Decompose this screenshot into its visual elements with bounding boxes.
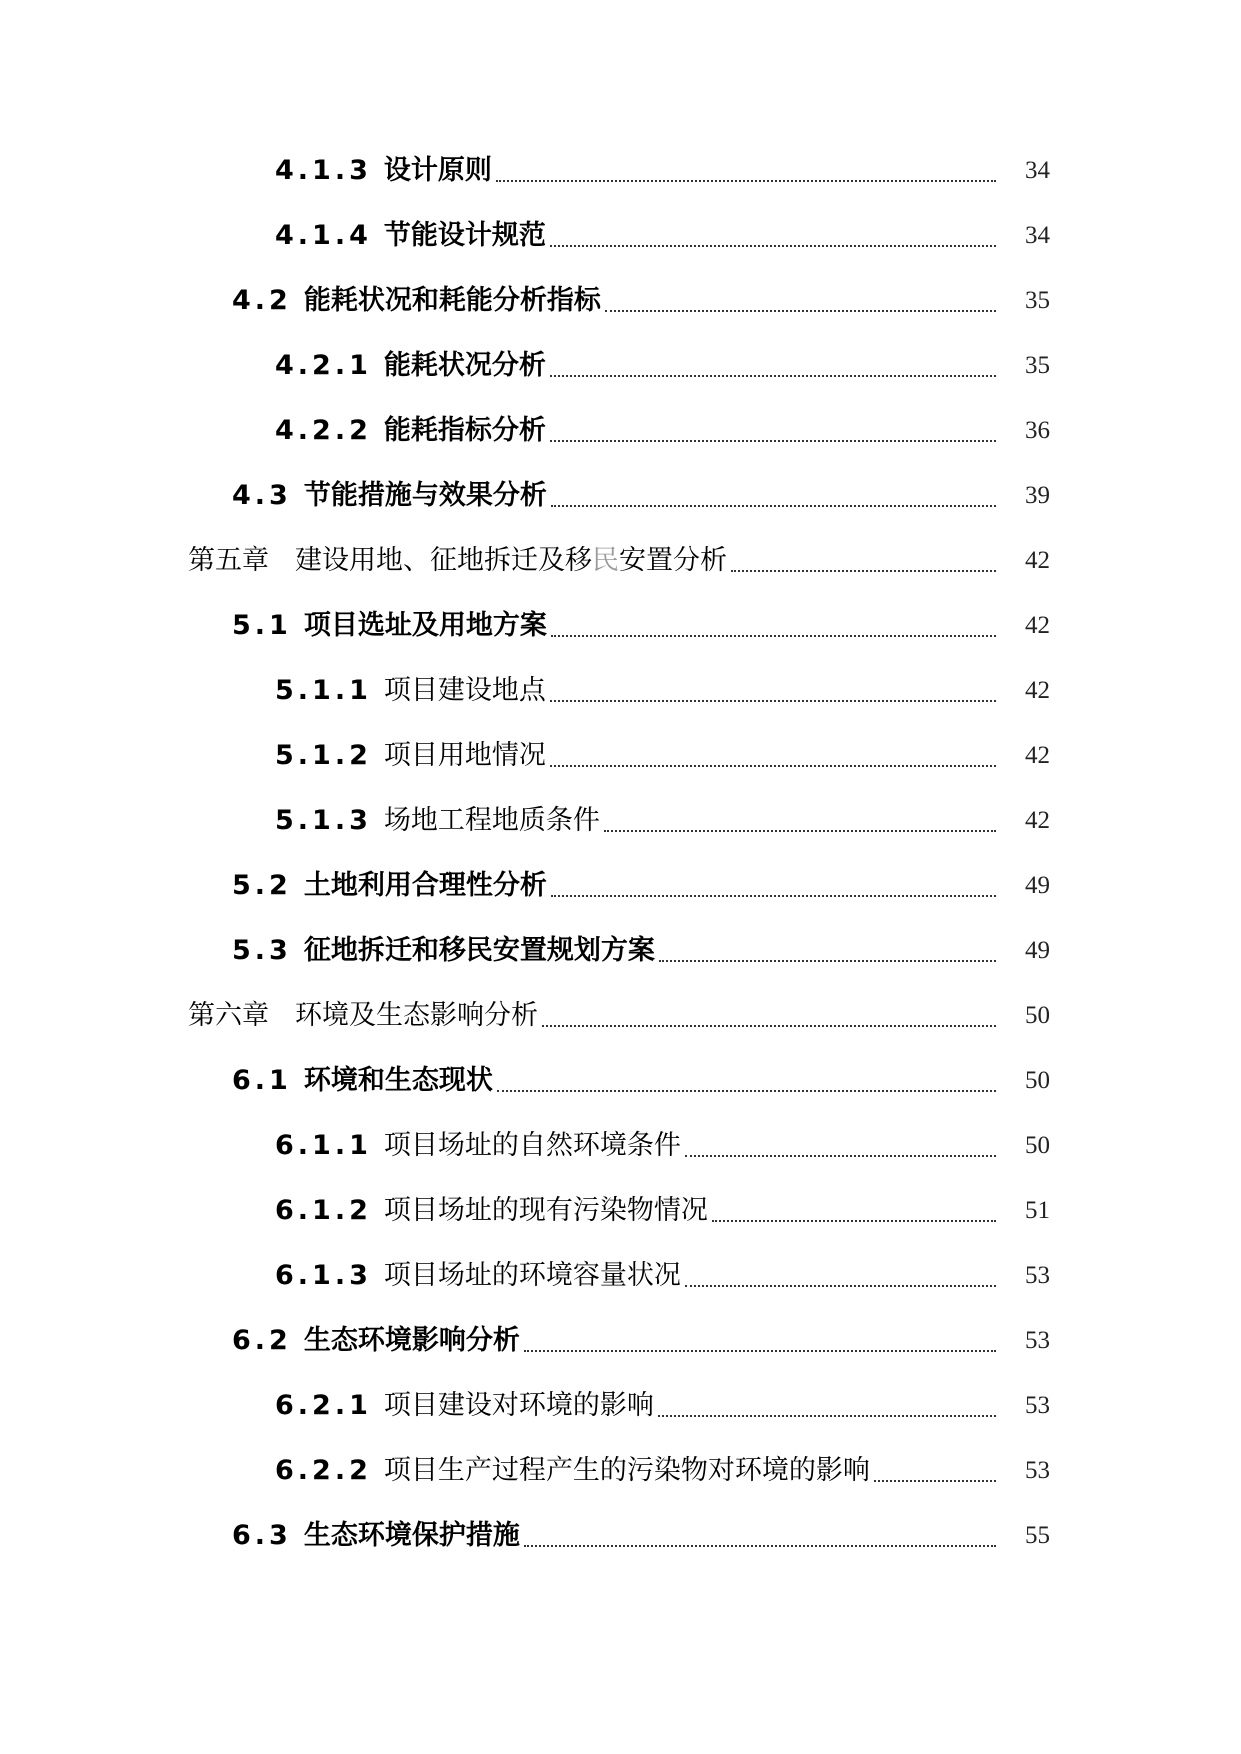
toc-number: 5.1.3 <box>275 805 372 836</box>
toc-title-faded-char: 民 <box>592 545 619 576</box>
dot-leader <box>551 869 996 897</box>
dot-leader <box>550 414 996 442</box>
toc-title: 生态环境影响分析 <box>303 1325 520 1356</box>
toc-page-number: 34 <box>1025 157 1050 184</box>
toc-number: 5.2 <box>232 870 292 901</box>
toc-title: 能耗状况分析 <box>383 350 546 381</box>
toc-page-number: 55 <box>1025 1522 1050 1549</box>
toc-page-number: 36 <box>1025 417 1050 444</box>
toc-entry-5-1-2[interactable] <box>0 739 1241 804</box>
dot-leader <box>659 934 996 962</box>
toc-entry-4-3[interactable] <box>0 479 1241 544</box>
toc-entry-chapter-6[interactable] <box>0 999 1241 1064</box>
table-of-contents <box>0 154 1241 1584</box>
dot-leader <box>542 999 996 1027</box>
toc-entry-6-3[interactable] <box>0 1519 1241 1584</box>
toc-number: 5.1.1 <box>275 675 372 706</box>
toc-title: 项目生产过程产生的污染物对环境的影响 <box>383 1455 870 1486</box>
toc-title-part: 安置分析 <box>619 545 727 576</box>
toc-page-number: 53 <box>1025 1327 1050 1354</box>
toc-number: 5.1.2 <box>275 740 372 771</box>
toc-title: 环境及生态影响分析 <box>295 1000 538 1031</box>
toc-title: 设计原则 <box>383 155 492 186</box>
toc-page-number: 50 <box>1025 1132 1050 1159</box>
toc-entry-6-2-2[interactable] <box>0 1454 1241 1519</box>
toc-number: 6.1.3 <box>275 1260 372 1291</box>
toc-entry-chapter-5[interactable] <box>0 544 1241 609</box>
dot-leader <box>712 1194 996 1222</box>
toc-entry-6-2[interactable] <box>0 1324 1241 1389</box>
toc-number: 5.1 <box>232 610 292 641</box>
toc-title: 土地利用合理性分析 <box>303 870 547 901</box>
dot-leader <box>605 284 996 312</box>
dot-leader <box>550 739 996 767</box>
toc-title: 项目建设对环境的影响 <box>383 1390 654 1421</box>
toc-title: 项目场址的现有污染物情况 <box>383 1195 708 1226</box>
toc-title <box>295 544 727 578</box>
toc-entry-6-1-3[interactable] <box>0 1259 1241 1324</box>
dot-leader <box>551 479 996 507</box>
toc-title: 能耗指标分析 <box>383 415 546 446</box>
dot-leader <box>496 154 996 182</box>
toc-entry-6-1[interactable] <box>0 1064 1241 1129</box>
toc-number: 6.2.1 <box>275 1390 372 1421</box>
toc-page-number: 42 <box>1025 677 1050 704</box>
toc-title: 生态环境保护措施 <box>303 1520 520 1551</box>
toc-entry-4-1-3[interactable] <box>0 154 1241 219</box>
dot-leader <box>658 1389 996 1417</box>
toc-page-number: 35 <box>1025 352 1050 379</box>
toc-entry-6-1-1[interactable] <box>0 1129 1241 1194</box>
toc-entry-4-2[interactable] <box>0 284 1241 349</box>
toc-entry-5-1-3[interactable] <box>0 804 1241 869</box>
toc-title: 项目场址的环境容量状况 <box>383 1260 681 1291</box>
dot-leader <box>524 1324 996 1352</box>
toc-page-number: 42 <box>1025 807 1050 834</box>
dot-leader <box>685 1129 996 1157</box>
toc-page-number: 35 <box>1025 287 1050 314</box>
toc-number: 6.2.2 <box>275 1455 372 1486</box>
toc-number: 4.1.4 <box>275 220 372 251</box>
toc-page-number: 49 <box>1025 872 1050 899</box>
dot-leader <box>550 674 996 702</box>
toc-entry-5-1[interactable] <box>0 609 1241 674</box>
toc-title: 能耗状况和耗能分析指标 <box>303 285 601 316</box>
dot-leader <box>497 1064 996 1092</box>
toc-number: 6.2 <box>232 1325 292 1356</box>
toc-title: 节能设计规范 <box>383 220 546 251</box>
toc-page-number: 49 <box>1025 937 1050 964</box>
toc-title: 节能措施与效果分析 <box>303 480 547 511</box>
toc-number: 4.1.3 <box>275 155 372 186</box>
toc-entry-4-2-2[interactable] <box>0 414 1241 479</box>
toc-entry-5-3[interactable] <box>0 934 1241 999</box>
toc-number: 6.1.1 <box>275 1130 372 1161</box>
toc-entry-5-2[interactable] <box>0 869 1241 934</box>
dot-leader <box>604 804 996 832</box>
toc-page-number: 53 <box>1025 1392 1050 1419</box>
toc-page-number: 39 <box>1025 482 1050 509</box>
toc-title: 场地工程地质条件 <box>383 805 600 836</box>
toc-page-number: 50 <box>1025 1002 1050 1029</box>
toc-page-number: 53 <box>1025 1262 1050 1289</box>
toc-title: 项目用地情况 <box>383 740 546 771</box>
dot-leader <box>685 1259 996 1287</box>
toc-number: 4.2.2 <box>275 415 372 446</box>
toc-page-number: 42 <box>1025 742 1050 769</box>
toc-page-number: 50 <box>1025 1067 1050 1094</box>
dot-leader <box>524 1519 996 1547</box>
dot-leader <box>551 609 996 637</box>
toc-chapter-number: 第六章 <box>188 1000 269 1031</box>
dot-leader <box>550 349 996 377</box>
toc-chapter-number: 第五章 <box>188 545 269 576</box>
toc-page-number: 51 <box>1025 1197 1050 1224</box>
toc-entry-4-2-1[interactable] <box>0 349 1241 414</box>
toc-page-number: 42 <box>1025 612 1050 639</box>
toc-title: 项目场址的自然环境条件 <box>383 1130 681 1161</box>
toc-number: 6.1.2 <box>275 1195 372 1226</box>
toc-number: 4.2.1 <box>275 350 372 381</box>
toc-entry-5-1-1[interactable] <box>0 674 1241 739</box>
toc-page-number: 53 <box>1025 1457 1050 1484</box>
toc-number: 5.3 <box>232 935 292 966</box>
dot-leader <box>550 219 996 247</box>
dot-leader <box>731 544 996 572</box>
toc-entry-6-1-2[interactable] <box>0 1194 1241 1259</box>
toc-title-part: 建设用地、征地拆迁及移 <box>295 545 592 576</box>
toc-page-number: 42 <box>1025 547 1050 574</box>
toc-number: 4.3 <box>232 480 292 511</box>
toc-title: 项目建设地点 <box>383 675 546 706</box>
toc-entry-4-1-4[interactable] <box>0 219 1241 284</box>
toc-title: 项目选址及用地方案 <box>303 610 547 641</box>
toc-number: 6.1 <box>232 1065 292 1096</box>
toc-title: 环境和生态现状 <box>303 1065 493 1096</box>
toc-number: 6.3 <box>232 1520 292 1551</box>
toc-number: 4.2 <box>232 285 292 316</box>
toc-title: 征地拆迁和移民安置规划方案 <box>303 935 655 966</box>
dot-leader <box>874 1454 996 1482</box>
toc-page-number: 34 <box>1025 222 1050 249</box>
toc-entry-6-2-1[interactable] <box>0 1389 1241 1454</box>
